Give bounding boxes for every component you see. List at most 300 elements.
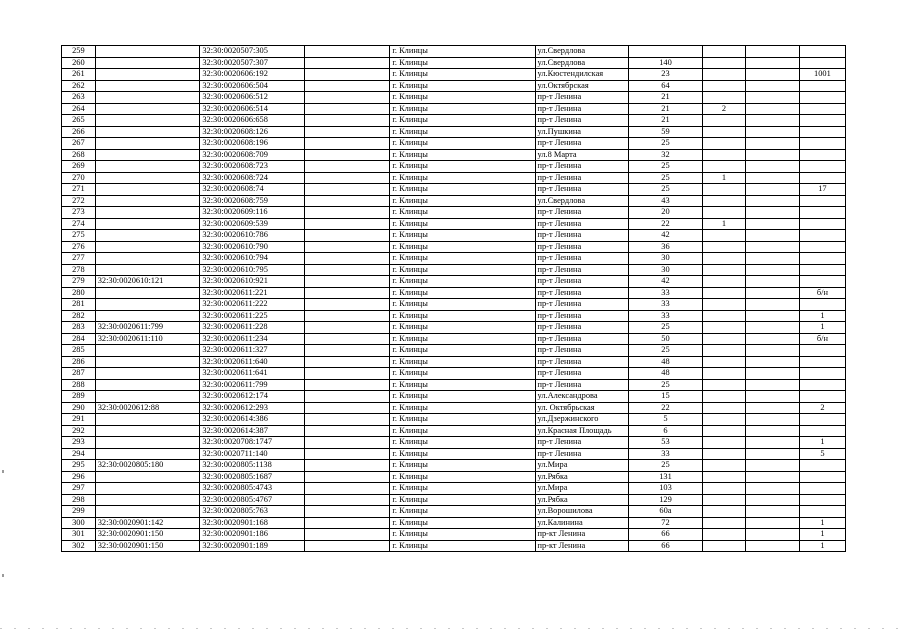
blank-cell	[304, 80, 389, 92]
city: г. Клинцы	[390, 69, 535, 81]
city: г. Клинцы	[390, 241, 535, 253]
apartment-number: 1	[799, 310, 845, 322]
apartment-number	[799, 218, 845, 230]
apartment-number: 1	[799, 517, 845, 529]
table-row	[62, 448, 846, 460]
street: пр-т Ленина	[535, 230, 628, 242]
blank-cell	[745, 517, 799, 529]
apartment-number	[799, 471, 845, 483]
house-number: 23	[628, 69, 702, 81]
city: г. Клинцы	[390, 92, 535, 104]
house-number: 6	[628, 425, 702, 437]
cadastral-number: 32:30:0020611:221	[200, 287, 305, 299]
table-row	[62, 287, 846, 299]
blank-cell	[304, 57, 389, 69]
street: пр-т Ленина	[535, 138, 628, 150]
apartment-number	[799, 276, 845, 288]
cadastral-number: 32:30:0020805:763	[200, 506, 305, 518]
table-row	[62, 161, 846, 173]
row-number: 285	[62, 345, 96, 357]
cadastral-number: 32:30:0020611:640	[200, 356, 305, 368]
blank-cell	[745, 310, 799, 322]
blank-cell	[304, 299, 389, 311]
city: г. Клинцы	[390, 529, 535, 541]
house-number: 30	[628, 253, 702, 265]
apartment-number	[799, 92, 845, 104]
building-number	[703, 483, 746, 495]
building-number	[703, 425, 746, 437]
table-row	[62, 529, 846, 541]
street: пр-т Ленина	[535, 172, 628, 184]
table-row	[62, 345, 846, 357]
row-number: 267	[62, 138, 96, 150]
building-number	[703, 345, 746, 357]
parent-cadastral-number	[95, 69, 200, 81]
building-number	[703, 207, 746, 219]
house-number: 25	[628, 172, 702, 184]
row-number: 268	[62, 149, 96, 161]
blank-cell	[745, 471, 799, 483]
cadastral-number: 32:30:0020610:786	[200, 230, 305, 242]
cadastral-number: 32:30:0020608:723	[200, 161, 305, 173]
blank-cell	[745, 506, 799, 518]
table-row	[62, 414, 846, 426]
house-number: 36	[628, 241, 702, 253]
city: г. Клинцы	[390, 391, 535, 403]
blank-cell	[745, 161, 799, 173]
table-row	[62, 115, 846, 127]
blank-cell	[745, 276, 799, 288]
blank-cell	[745, 80, 799, 92]
city: г. Клинцы	[390, 299, 535, 311]
cadastral-number: 32:30:0020610:790	[200, 241, 305, 253]
cadastral-number: 32:30:0020614:387	[200, 425, 305, 437]
row-number: 288	[62, 379, 96, 391]
apartment-number	[799, 264, 845, 276]
blank-cell	[745, 437, 799, 449]
street: ул.Мира	[535, 483, 628, 495]
house-number: 53	[628, 437, 702, 449]
blank-cell	[304, 529, 389, 541]
blank-cell	[745, 322, 799, 334]
apartment-number	[799, 379, 845, 391]
apartment-number	[799, 46, 845, 58]
city: г. Клинцы	[390, 483, 535, 495]
street: пр-т Ленина	[535, 437, 628, 449]
apartment-number	[799, 57, 845, 69]
street: ул.Калинина	[535, 517, 628, 529]
street: пр-т Ленина	[535, 333, 628, 345]
blank-cell	[745, 218, 799, 230]
city: г. Клинцы	[390, 471, 535, 483]
blank-cell	[304, 287, 389, 299]
cadastral-number: 32:30:0020609:116	[200, 207, 305, 219]
blank-cell	[304, 437, 389, 449]
row-number: 282	[62, 310, 96, 322]
blank-cell	[745, 115, 799, 127]
cadastral-number: 32:30:0020608:724	[200, 172, 305, 184]
table-row	[62, 494, 846, 506]
parent-cadastral-number	[95, 414, 200, 426]
parent-cadastral-number	[95, 310, 200, 322]
table-row	[62, 425, 846, 437]
blank-cell	[745, 494, 799, 506]
parent-cadastral-number	[95, 92, 200, 104]
building-number	[703, 529, 746, 541]
street: пр-т Ленина	[535, 161, 628, 173]
cadastral-number: 32:30:0020507:307	[200, 57, 305, 69]
blank-cell	[304, 517, 389, 529]
apartment-number	[799, 115, 845, 127]
table-row	[62, 322, 846, 334]
blank-cell	[304, 460, 389, 472]
building-number	[703, 230, 746, 242]
house-number: 25	[628, 460, 702, 472]
table-row	[62, 391, 846, 403]
street: ул.Александрова	[535, 391, 628, 403]
cadastral-number: 32:30:0020507:305	[200, 46, 305, 58]
street: пр-т Ленина	[535, 368, 628, 380]
table-row	[62, 540, 846, 552]
street: пр-т Ленина	[535, 92, 628, 104]
blank-cell	[745, 57, 799, 69]
house-number: 64	[628, 80, 702, 92]
row-number: 286	[62, 356, 96, 368]
street: ул.Октябрская	[535, 80, 628, 92]
row-number: 293	[62, 437, 96, 449]
cadastral-number: 32:30:0020610:921	[200, 276, 305, 288]
blank-cell	[745, 287, 799, 299]
house-number: 50	[628, 333, 702, 345]
house-number: 21	[628, 92, 702, 104]
street: пр-т Ленина	[535, 356, 628, 368]
street: ул.Пушкина	[535, 126, 628, 138]
table-row	[62, 402, 846, 414]
city: г. Клинцы	[390, 333, 535, 345]
row-number: 269	[62, 161, 96, 173]
table-row	[62, 195, 846, 207]
apartment-number	[799, 195, 845, 207]
building-number: 1	[703, 218, 746, 230]
street: пр-т Ленина	[535, 276, 628, 288]
apartment-number	[799, 414, 845, 426]
city: г. Клинцы	[390, 379, 535, 391]
blank-cell	[304, 276, 389, 288]
row-number: 292	[62, 425, 96, 437]
row-number: 287	[62, 368, 96, 380]
apartment-number: б/н	[799, 287, 845, 299]
house-number: 22	[628, 218, 702, 230]
building-number	[703, 253, 746, 265]
apartment-number	[799, 299, 845, 311]
city: г. Клинцы	[390, 264, 535, 276]
city: г. Клинцы	[390, 207, 535, 219]
cadastral-number: 32:30:0020610:795	[200, 264, 305, 276]
apartment-number: 1	[799, 322, 845, 334]
row-number: 272	[62, 195, 96, 207]
row-number: 264	[62, 103, 96, 115]
house-number: 5	[628, 414, 702, 426]
cadastral-number: 32:30:0020901:186	[200, 529, 305, 541]
blank-cell	[745, 138, 799, 150]
apartment-number	[799, 253, 845, 265]
city: г. Клинцы	[390, 149, 535, 161]
row-number: 261	[62, 69, 96, 81]
apartment-number	[799, 103, 845, 115]
house-number: 129	[628, 494, 702, 506]
table-row	[62, 241, 846, 253]
cadastral-number: 32:30:0020611:234	[200, 333, 305, 345]
blank-cell	[745, 356, 799, 368]
city: г. Клинцы	[390, 253, 535, 265]
building-number	[703, 460, 746, 472]
building-number	[703, 149, 746, 161]
row-number: 302	[62, 540, 96, 552]
blank-cell	[745, 241, 799, 253]
table-row	[62, 471, 846, 483]
table-row	[62, 437, 846, 449]
blank-cell	[304, 356, 389, 368]
building-number	[703, 69, 746, 81]
parent-cadastral-number	[95, 264, 200, 276]
city: г. Клинцы	[390, 218, 535, 230]
street: пр-т Ленина	[535, 264, 628, 276]
building-number	[703, 115, 746, 127]
building-number	[703, 414, 746, 426]
apartment-number: 1	[799, 529, 845, 541]
blank-cell	[745, 149, 799, 161]
apartment-number	[799, 138, 845, 150]
blank-cell	[745, 195, 799, 207]
table-row	[62, 46, 846, 58]
table-row	[62, 276, 846, 288]
apartment-number	[799, 172, 845, 184]
apartment-number	[799, 230, 845, 242]
street: пр-т Ленина	[535, 448, 628, 460]
blank-cell	[304, 391, 389, 403]
table-row	[62, 207, 846, 219]
city: г. Клинцы	[390, 517, 535, 529]
blank-cell	[745, 92, 799, 104]
city: г. Клинцы	[390, 310, 535, 322]
city: г. Клинцы	[390, 172, 535, 184]
blank-cell	[304, 471, 389, 483]
parent-cadastral-number	[95, 253, 200, 265]
city: г. Клинцы	[390, 276, 535, 288]
apartment-number	[799, 483, 845, 495]
cadastral-number: 32:30:0020901:189	[200, 540, 305, 552]
parent-cadastral-number	[95, 103, 200, 115]
cadastral-number: 32:30:0020610:794	[200, 253, 305, 265]
apartment-number	[799, 391, 845, 403]
blank-cell	[304, 368, 389, 380]
parent-cadastral-number: 32:30:0020901:150	[95, 529, 200, 541]
table-row	[62, 172, 846, 184]
row-number: 294	[62, 448, 96, 460]
table-row	[62, 218, 846, 230]
apartment-number	[799, 506, 845, 518]
house-number: 20	[628, 207, 702, 219]
building-number	[703, 540, 746, 552]
row-number: 289	[62, 391, 96, 403]
blank-cell	[304, 345, 389, 357]
cadastral-number: 32:30:0020611:641	[200, 368, 305, 380]
table-row	[62, 126, 846, 138]
city: г. Клинцы	[390, 356, 535, 368]
table-row	[62, 138, 846, 150]
apartment-number: 5	[799, 448, 845, 460]
scan-edge-mark	[2, 470, 4, 473]
table-row	[62, 517, 846, 529]
city: г. Клинцы	[390, 506, 535, 518]
apartment-number	[799, 460, 845, 472]
table-row	[62, 264, 846, 276]
street: ул.Свердлова	[535, 195, 628, 207]
blank-cell	[304, 207, 389, 219]
row-number: 262	[62, 80, 96, 92]
row-number: 280	[62, 287, 96, 299]
street: пр-т Ленина	[535, 115, 628, 127]
apartment-number	[799, 368, 845, 380]
blank-cell	[745, 345, 799, 357]
street: ул.Кюстендилская	[535, 69, 628, 81]
house-number: 25	[628, 138, 702, 150]
table-row	[62, 299, 846, 311]
blank-cell	[745, 379, 799, 391]
cadastral-number: 32:30:0020611:222	[200, 299, 305, 311]
blank-cell	[304, 310, 389, 322]
blank-cell	[745, 368, 799, 380]
parent-cadastral-number	[95, 437, 200, 449]
building-number	[703, 391, 746, 403]
scan-noise-line	[0, 628, 905, 629]
cadastral-number: 32:30:0020606:658	[200, 115, 305, 127]
parent-cadastral-number	[95, 149, 200, 161]
house-number: 72	[628, 517, 702, 529]
city: г. Клинцы	[390, 184, 535, 196]
row-number: 270	[62, 172, 96, 184]
parent-cadastral-number	[95, 506, 200, 518]
blank-cell	[304, 540, 389, 552]
street: ул.Свердлова	[535, 57, 628, 69]
blank-cell	[745, 172, 799, 184]
building-number	[703, 356, 746, 368]
building-number	[703, 437, 746, 449]
city: г. Клинцы	[390, 195, 535, 207]
table-row	[62, 253, 846, 265]
cadastral-number: 32:30:0020901:168	[200, 517, 305, 529]
blank-cell	[745, 264, 799, 276]
street: пр-т Ленина	[535, 310, 628, 322]
row-number: 283	[62, 322, 96, 334]
house-number: 21	[628, 103, 702, 115]
parent-cadastral-number	[95, 218, 200, 230]
city: г. Клинцы	[390, 494, 535, 506]
cadastral-number: 32:30:0020708:1747	[200, 437, 305, 449]
street: ул.Дзержинского	[535, 414, 628, 426]
cadastral-number: 32:30:0020608:709	[200, 149, 305, 161]
building-number	[703, 92, 746, 104]
parent-cadastral-number	[95, 115, 200, 127]
blank-cell	[745, 448, 799, 460]
house-number: 32	[628, 149, 702, 161]
house-number: 42	[628, 276, 702, 288]
building-number	[703, 161, 746, 173]
parent-cadastral-number	[95, 425, 200, 437]
blank-cell	[304, 333, 389, 345]
street: пр-т Ленина	[535, 218, 628, 230]
row-number: 259	[62, 46, 96, 58]
row-number: 279	[62, 276, 96, 288]
city: г. Клинцы	[390, 460, 535, 472]
apartment-number	[799, 345, 845, 357]
building-number	[703, 138, 746, 150]
parent-cadastral-number: 32:30:0020611:799	[95, 322, 200, 334]
street: пр-т Ленина	[535, 103, 628, 115]
blank-cell	[745, 425, 799, 437]
apartment-number: 1001	[799, 69, 845, 81]
apartment-number	[799, 494, 845, 506]
parent-cadastral-number	[95, 356, 200, 368]
table-row	[62, 368, 846, 380]
city: г. Клинцы	[390, 287, 535, 299]
blank-cell	[304, 414, 389, 426]
house-number: 131	[628, 471, 702, 483]
cadastral-number: 32:30:0020611:327	[200, 345, 305, 357]
parent-cadastral-number	[95, 207, 200, 219]
parent-cadastral-number: 32:30:0020901:142	[95, 517, 200, 529]
city: г. Клинцы	[390, 322, 535, 334]
row-number: 295	[62, 460, 96, 472]
city: г. Клинцы	[390, 414, 535, 426]
blank-cell	[304, 195, 389, 207]
city: г. Клинцы	[390, 540, 535, 552]
building-number	[703, 517, 746, 529]
blank-cell	[745, 414, 799, 426]
street: ул.Мира	[535, 460, 628, 472]
house-number: 15	[628, 391, 702, 403]
street: ул.Свердлова	[535, 46, 628, 58]
row-number: 266	[62, 126, 96, 138]
house-number: 66	[628, 540, 702, 552]
blank-cell	[745, 391, 799, 403]
row-number: 265	[62, 115, 96, 127]
blank-cell	[745, 529, 799, 541]
house-number: 66	[628, 529, 702, 541]
table-row	[62, 483, 846, 495]
blank-cell	[745, 299, 799, 311]
blank-cell	[304, 126, 389, 138]
street: пр-т Ленина	[535, 253, 628, 265]
row-number: 296	[62, 471, 96, 483]
apartment-number	[799, 207, 845, 219]
house-number: 25	[628, 379, 702, 391]
blank-cell	[304, 494, 389, 506]
parent-cadastral-number: 32:30:0020612:88	[95, 402, 200, 414]
blank-cell	[745, 402, 799, 414]
registry-rows	[62, 46, 846, 552]
parent-cadastral-number	[95, 80, 200, 92]
blank-cell	[304, 322, 389, 334]
row-number: 260	[62, 57, 96, 69]
city: г. Клинцы	[390, 57, 535, 69]
city: г. Клинцы	[390, 138, 535, 150]
house-number: 33	[628, 310, 702, 322]
city: г. Клинцы	[390, 126, 535, 138]
city: г. Клинцы	[390, 448, 535, 460]
building-number	[703, 368, 746, 380]
blank-cell	[745, 184, 799, 196]
